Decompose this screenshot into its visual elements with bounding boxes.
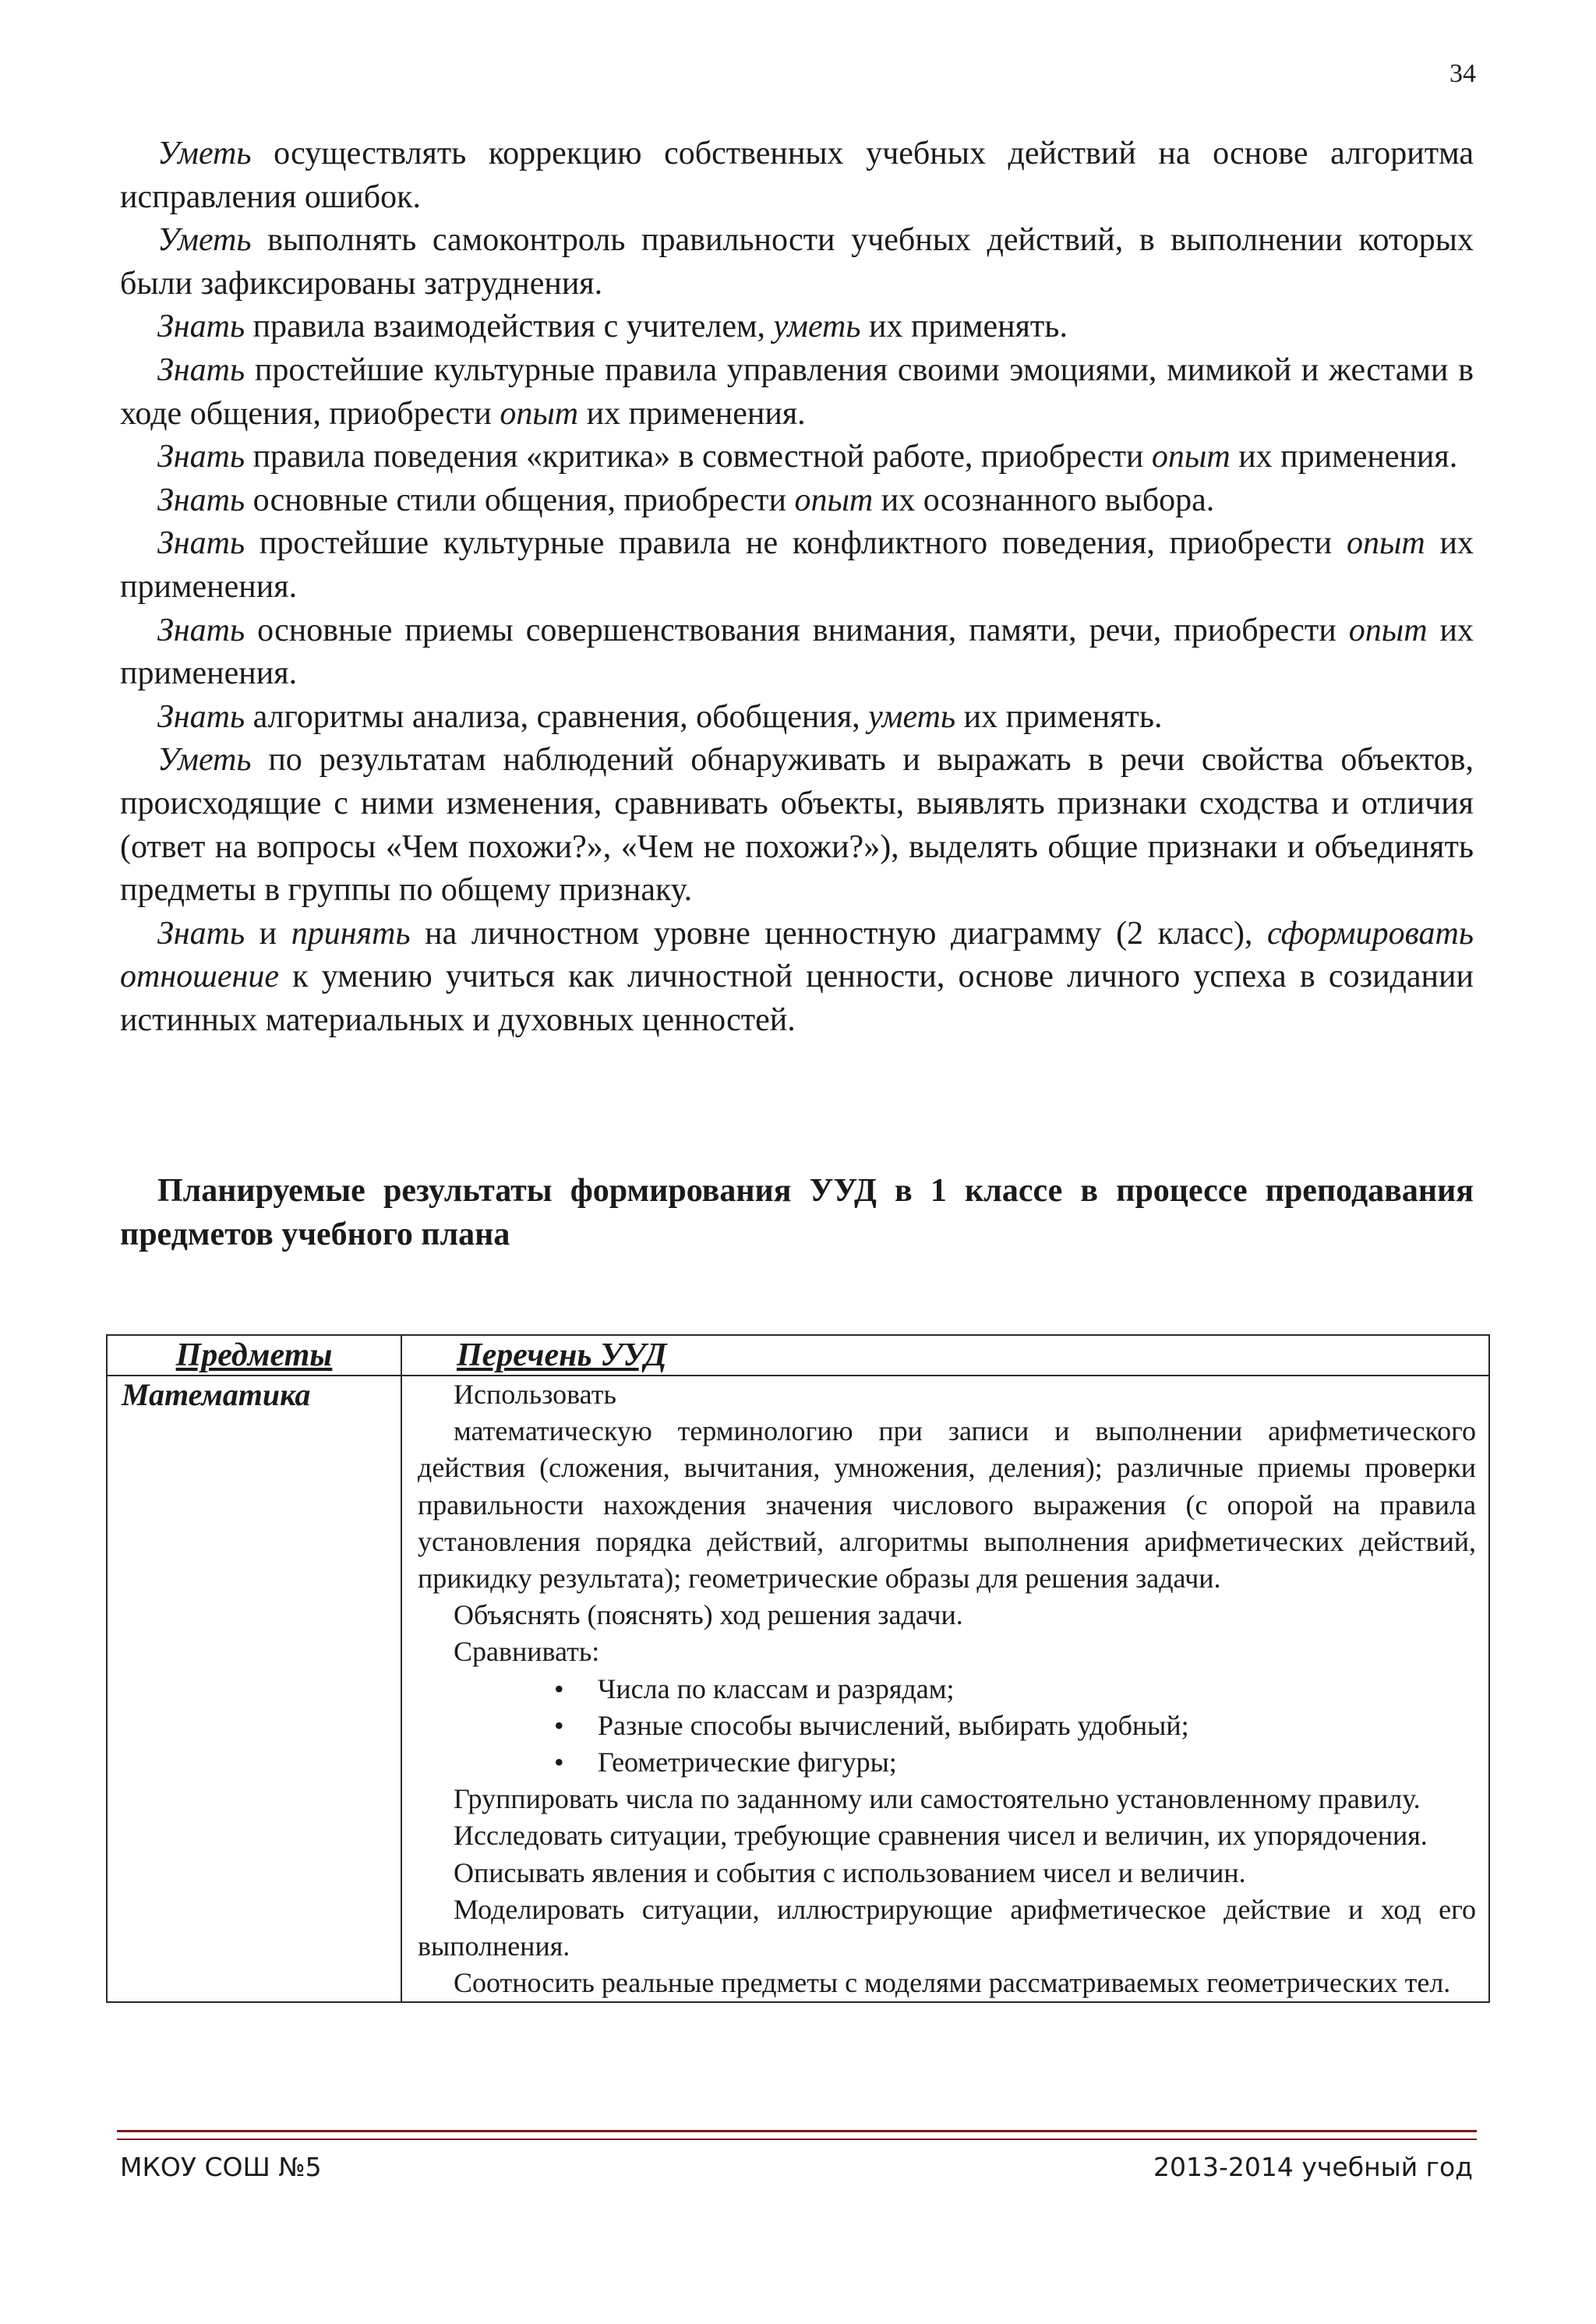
- text-run: простейшие культурные правила управления своими эмоциями, мимикой и жестами в ходе общения, приобрести: [120, 351, 1474, 432]
- body-paragraph: [120, 132, 1474, 219]
- text-run: Уметь: [157, 222, 252, 259]
- text-run: опыт: [1346, 525, 1425, 562]
- subject-math: Математика: [107, 1376, 401, 2002]
- body-paragraph: [120, 479, 1474, 523]
- list-item: • Геометрические фигуры;: [554, 1744, 1476, 1781]
- table-header-row: [107, 1335, 1489, 1376]
- group-text: Группировать числа по заданному или самостоятельно установленному правилу.: [454, 1783, 1421, 1815]
- page-number: 34: [1449, 59, 1476, 88]
- body-paragraph: [120, 306, 1474, 349]
- footer-school: МКОУ СОШ №5: [120, 2152, 322, 2182]
- text-run: основные стили общения, приобрести: [245, 482, 795, 518]
- text-run: уметь: [868, 698, 956, 735]
- compare-list: [418, 1671, 1476, 1782]
- footer-year: 2013-2014 учебный год: [1153, 2152, 1473, 2182]
- text-run: Уметь: [157, 136, 252, 171]
- text-run: алгоритмы анализа, сравнения, обобщения,: [245, 698, 869, 735]
- text-run: основные приемы совершенствования внимания, памяти, речи, приобрести: [245, 612, 1349, 648]
- body-paragraph: [120, 522, 1474, 609]
- text-run: опыт: [794, 482, 874, 518]
- text-run: принять: [291, 915, 411, 952]
- text-run: к умению учиться как личностной ценности, основе личного успеха в созидании истинных материальных и духовных ценностей.: [120, 959, 1474, 1038]
- text-run: Знать: [157, 482, 245, 518]
- text-run: Знать: [157, 915, 245, 952]
- text-run: правила поведения «критика» в совместной работе, приобрести: [245, 439, 1152, 475]
- body-paragraph: [120, 349, 1474, 436]
- list-item: • Разные способы вычислений, выбирать удобный;: [554, 1708, 1476, 1744]
- describe-text: Описывать явления и события с использованием чисел и величин.: [454, 1856, 1246, 1888]
- section-heading: Планируемые результаты формирования УУД в 1 классе в процессе преподавания предметов учебного плана: [120, 1173, 1474, 1252]
- text-run: опыт: [1151, 439, 1231, 475]
- uud-table: [106, 1334, 1490, 2003]
- text-run: и: [245, 915, 291, 952]
- text-run: по результатам наблюдений обнаруживать и выражать в речи свойства объектов, происходящие с ними изменения, сравнивать объекты, выявлять признаки сходства и отличия (ответ на вопросы «Чем похожи?», «Чем не похожи?»), выделять общие признаки и объединять предметы в группы по общему признаку.: [120, 742, 1474, 909]
- use-intro: Использовать: [454, 1379, 616, 1410]
- research-text: Исследовать ситуации, требующие сравнения чисел и величин, их упорядочения.: [454, 1820, 1428, 1852]
- compare-intro: Сравнивать:: [454, 1636, 600, 1668]
- text-run: Уметь: [157, 742, 252, 779]
- model-text: Моделировать ситуации, иллюстрирующие арифметическое действие и ход его выполнения.: [418, 1893, 1476, 1962]
- correlate-text: Соотносить реальные предметы с моделями рассматриваемых геометрических тел.: [454, 1967, 1451, 1999]
- body-paragraph: [120, 609, 1474, 696]
- text-run: Знать: [157, 525, 245, 562]
- body-paragraph: [120, 739, 1474, 912]
- text-run: их применения.: [120, 525, 1474, 605]
- body-paragraph: [120, 436, 1474, 479]
- text-run: опыт: [500, 395, 579, 432]
- body-paragraph: [120, 913, 1474, 1043]
- explain-text: Объяснять (пояснять) ход решения задачи.: [454, 1599, 963, 1631]
- text-run: Знать: [157, 351, 245, 388]
- text-run: осуществлять коррекцию собственных учебных действий на основе алгоритма исправления ошибок.: [120, 136, 1474, 215]
- text-run: простейшие культурные правила не конфликтного поведения, приобрести: [245, 525, 1347, 562]
- text-run: уметь: [773, 309, 861, 345]
- uud-list-cell: [401, 1376, 1489, 2002]
- header-subjects: Предметы: [107, 1335, 401, 1376]
- body-paragraph: [120, 219, 1474, 306]
- text-run: на личностном уровне ценностную диаграмму (2 класс),: [410, 915, 1268, 952]
- text-run: Знать: [157, 612, 245, 648]
- text-run: правила взаимодействия с учителем,: [245, 309, 774, 345]
- text-run: Знать: [157, 439, 245, 475]
- body-paragraph: [120, 696, 1474, 740]
- text-run: их применения.: [578, 395, 806, 432]
- footer-rule: [117, 2130, 1477, 2140]
- text-run: их применять.: [955, 698, 1163, 735]
- text-run: их применения.: [120, 612, 1474, 692]
- text-run: их применения.: [1230, 439, 1458, 475]
- header-uud-list: Перечень УУД: [401, 1335, 1489, 1376]
- text-run: их осознанного выбора.: [873, 482, 1215, 518]
- text-run: их применять.: [860, 309, 1068, 345]
- text-run: Знать: [157, 698, 245, 735]
- use-text: математическую терминологию при записи и выполнении арифметического действия (сложения, вычитания, умножения, деления); различные приемы проверки правильности нахождения значения числового выражения (с опорой на правила установления порядка действий, алгоритмы выполнения арифметических действий, прикидку результата); геометрические образы для решения задачи.: [418, 1415, 1476, 1595]
- text-run: сформировать отношение: [120, 915, 1474, 995]
- table-row: [107, 1376, 1489, 2002]
- text-run: опыт: [1348, 612, 1428, 648]
- list-item: • Числа по классам и разрядам;: [554, 1671, 1476, 1708]
- text-run: выполнять самоконтроль правильности учебных действий, в выполнении которых были зафиксированы затруднения.: [120, 222, 1474, 302]
- body-text: [120, 132, 1474, 1042]
- text-run: Знать: [157, 309, 245, 345]
